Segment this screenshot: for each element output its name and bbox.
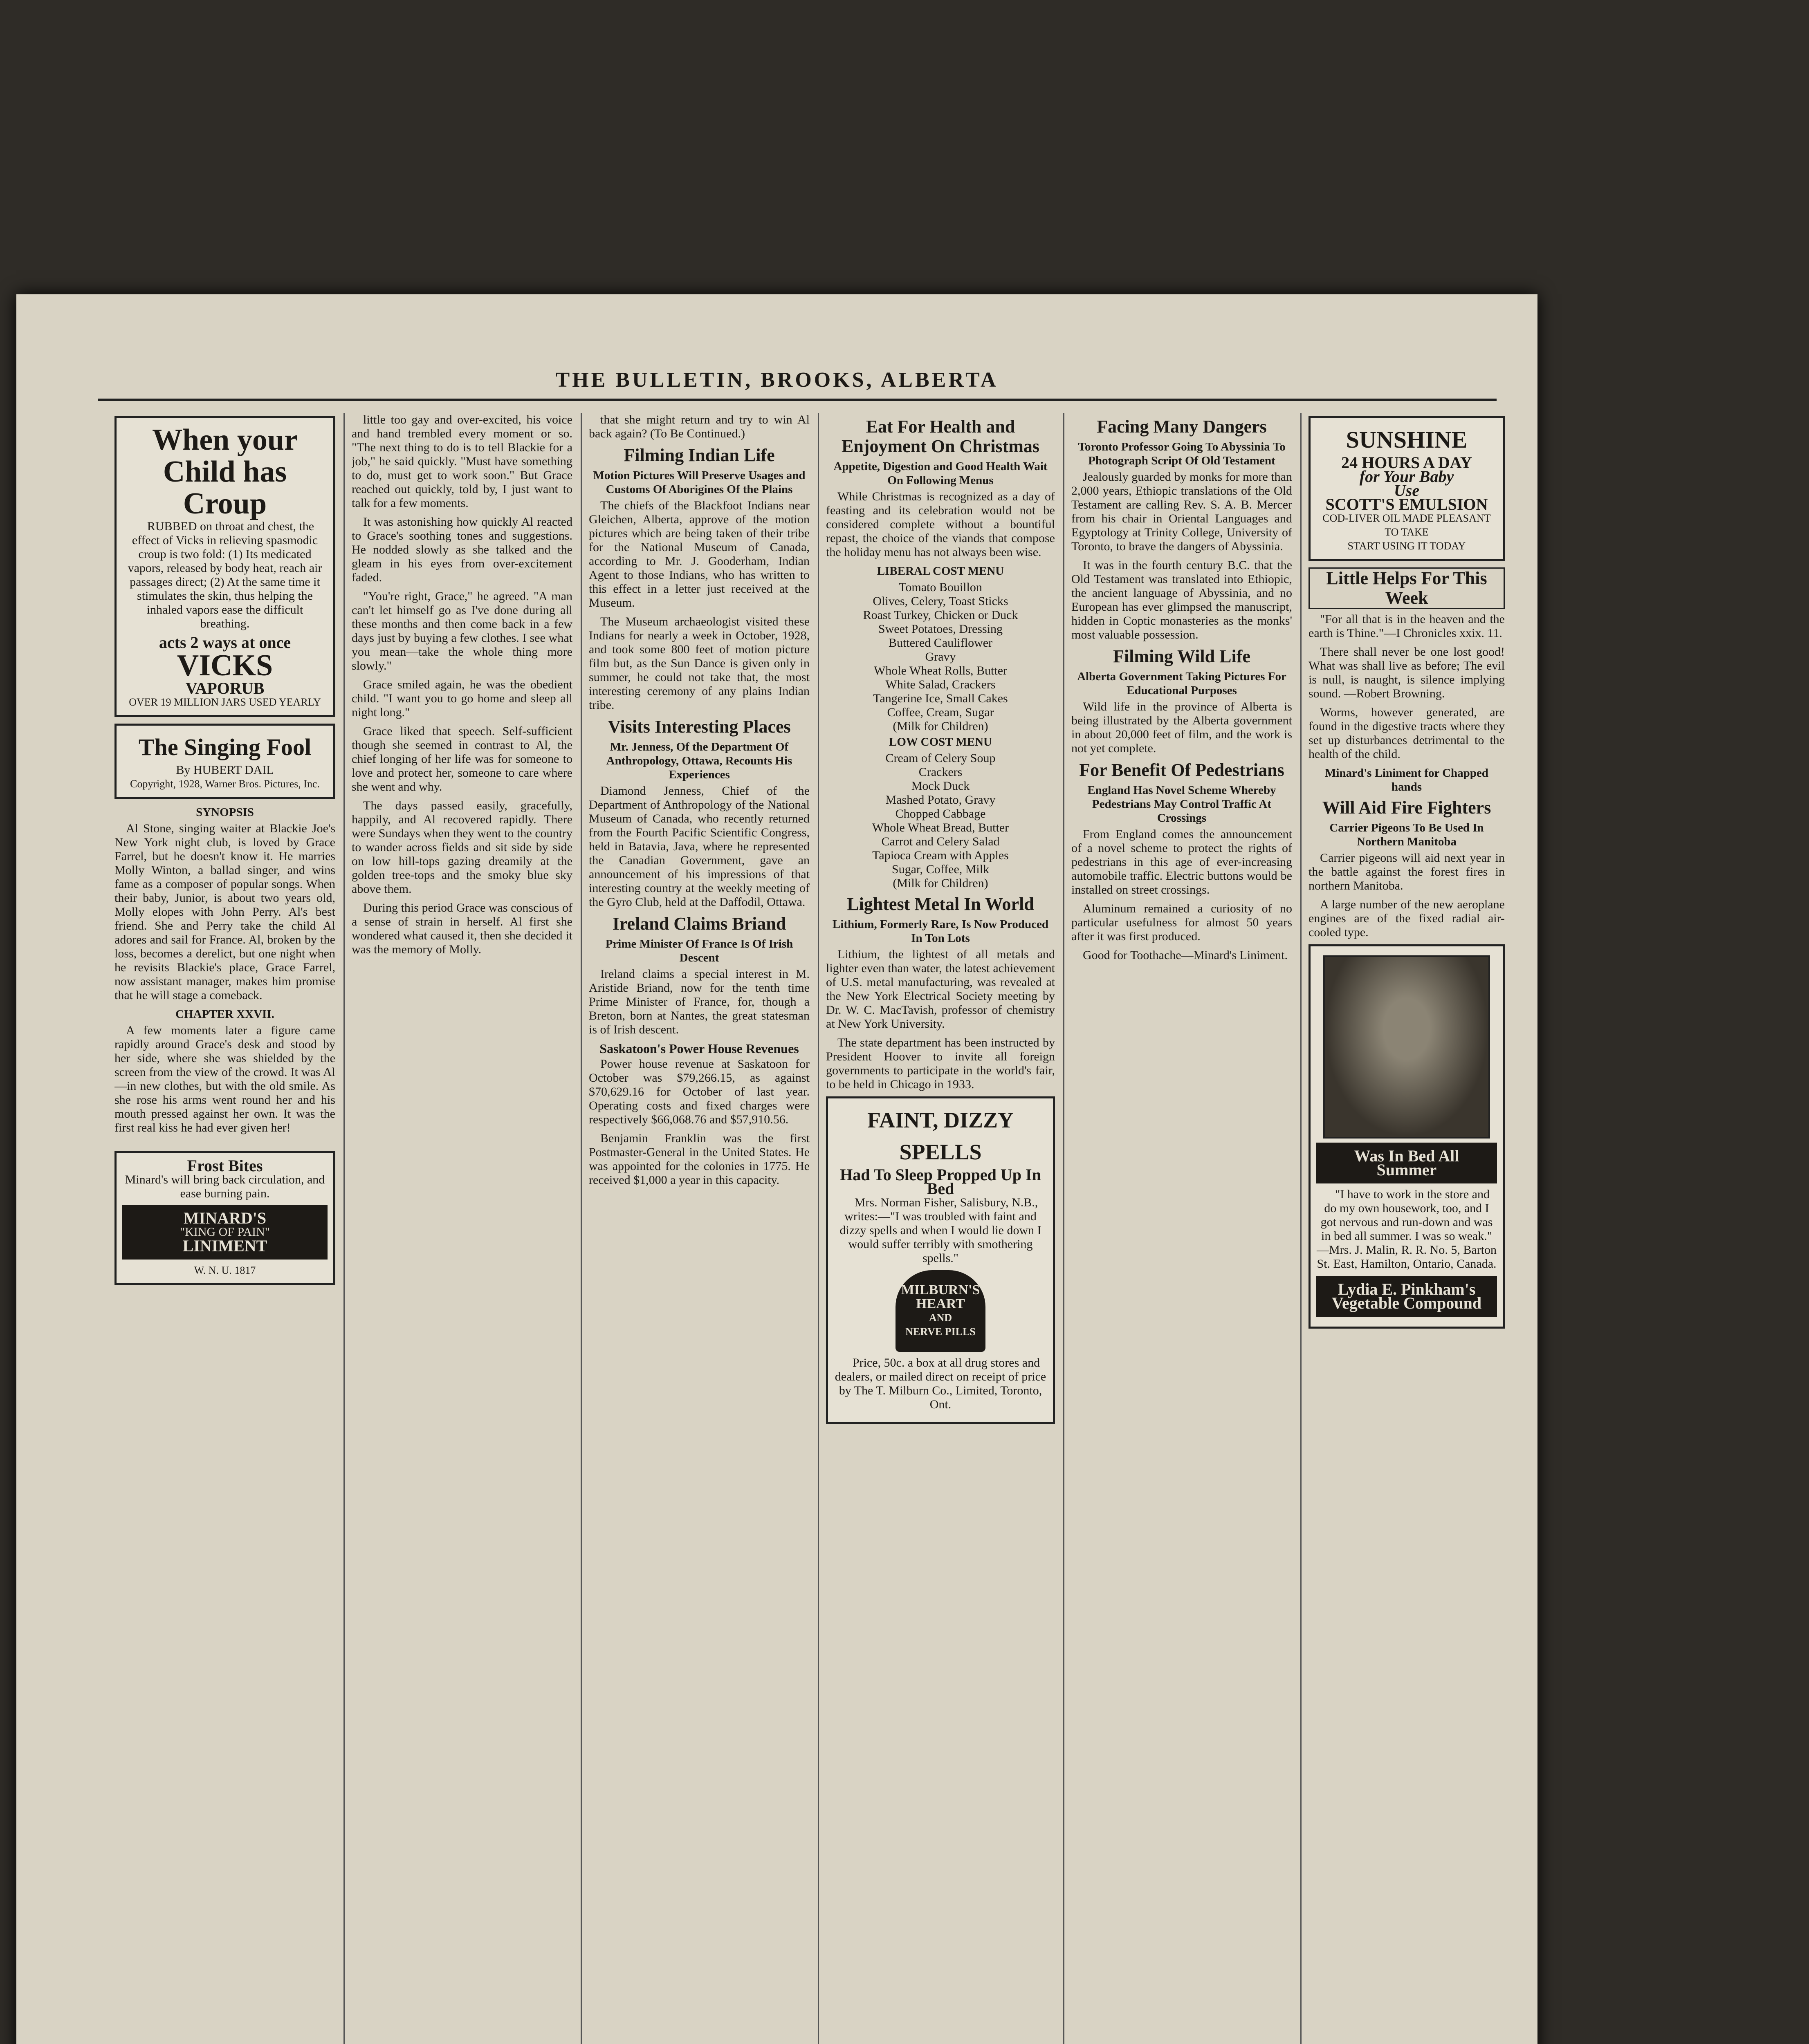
menu-1-heading: LIBERAL COST MENU bbox=[877, 565, 1004, 578]
subhead-wild-life: Alberta Government Taking Pictures For Educational Purposes bbox=[1077, 670, 1286, 697]
vicks-tagline: OVER 19 MILLION JARS USED YEARLY bbox=[129, 696, 321, 708]
column-3 bbox=[589, 413, 810, 2044]
synopsis-heading: SYNOPSIS bbox=[196, 806, 254, 819]
chapter-heading: CHAPTER XXVII. bbox=[175, 1008, 274, 1021]
headline-visits: Visits Interesting Places bbox=[608, 717, 791, 737]
headline-dangers: Facing Many Dangers bbox=[1097, 417, 1267, 437]
synopsis-text: Al Stone, singing waiter at Blackie Joe's New York night club, is loved by Grace Farrel, but he doesn't know it. He marries Molly Winton, a ballad singer, and wins fame as a composer of popular songs. When their baby, Junior, is about two years old, Molly elopes with John Perry. Al's best friend. She and Perry take the child Al adores and sail for France. Al, broken by the loss, becomes a derelict, but one night when he revisits Blackie's place, Grace Farrel, now assistant manager, makes him promise that he will stage a comeback. bbox=[114, 822, 335, 1002]
scotts-brand: SCOTT'S EMULSION bbox=[1325, 495, 1488, 513]
frost-title: Frost Bites bbox=[187, 1156, 263, 1175]
menu-item: Chopped Cabbage bbox=[895, 807, 986, 820]
column-divider bbox=[1063, 413, 1064, 2044]
headline-ireland: Ireland Claims Briand bbox=[612, 914, 786, 934]
article-text: Worms, however generated, are found in the digestive tracts where they set up disturbances detrimental to the health of the child. bbox=[1308, 706, 1505, 761]
article-text: Carrier pigeons will aid next year in the battle against the forest fires in northern Manitoba. bbox=[1308, 851, 1505, 892]
subhead-dangers: Toronto Professor Going To Abyssinia To Photograph Script Of Old Testament bbox=[1078, 440, 1286, 467]
article-text: Ireland claims a special interest in M. Aristide Briand, now for the tenth time Prime Minister of France, for, though a Breton, born at Nantes, the great statesman is of Irish descent. bbox=[589, 967, 810, 1036]
headline-lithium: Lightest Metal In World bbox=[847, 894, 1034, 914]
menu-item: Carrot and Celery Salad bbox=[881, 835, 1000, 848]
headline-pedestrians: For Benefit Of Pedestrians bbox=[1079, 760, 1284, 780]
article-text: Diamond Jenness, Chief of the Department of Anthropology of the National Museum of Canada, who recently returned from the Fourth Pacific Scientific Congress, held in Batavia, Java, where he represented the Canadian Government, gave an announcement of his impressions of that interesting country at the weekly meeting of the Gyro Club, held at the Daffodil, Ottawa. bbox=[589, 784, 810, 909]
article-text: Jealously guarded by monks for more than 2,000 years, Ethiopic translations of the Old Testament are calling Rev. S. A. B. Mercer from his chair in Oriental Languages and Egyptology at Trinity College, University of Toronto, to brave the dangers of Abyssinia. bbox=[1071, 470, 1292, 553]
column-1 bbox=[114, 413, 335, 2044]
story-text-7: During this period Grace was conscious of a sense of strain in herself. Al first she wondered what caused it, then she decided it was the memory of Molly. bbox=[352, 901, 572, 956]
minards-note: Minard's Liniment for Chapped hands bbox=[1325, 766, 1488, 793]
column-divider bbox=[818, 413, 819, 2044]
menu-item: Crackers bbox=[918, 765, 963, 779]
story-copyright: Copyright, 1928, Warner Bros. Pictures, Inc. bbox=[130, 778, 320, 790]
scotts-ad-for: for Your Baby bbox=[1359, 467, 1454, 486]
menu-item: Tomato Bouillon bbox=[899, 580, 982, 594]
menu-item: White Salad, Crackers bbox=[885, 678, 996, 691]
column-5 bbox=[1071, 413, 1292, 2044]
menu-item: Mashed Potato, Gravy bbox=[885, 793, 996, 807]
scotts-ad-title: SUNSHINE bbox=[1346, 426, 1468, 453]
subhead-indian-life: Motion Pictures Will Preserve Usages and Customs Of Aborigines Of the Plains bbox=[593, 469, 806, 496]
scotts-emulsion-ad bbox=[1308, 416, 1505, 561]
running-head: THE BULLETIN, BROOKS, ALBERTA bbox=[555, 368, 999, 392]
column-divider bbox=[1300, 413, 1302, 2044]
milburn-ad-sub: Had To Sleep Propped Up In Bed bbox=[840, 1165, 1041, 1198]
minards-logo bbox=[122, 1205, 328, 1260]
minards-ad bbox=[114, 1151, 335, 1285]
minards-brand-2: LINIMENT bbox=[182, 1237, 267, 1255]
menu-item: Whole Wheat Rolls, Butter bbox=[873, 664, 1008, 677]
headline-little-helps: Little Helps For This Week bbox=[1308, 567, 1505, 609]
menu-item: Whole Wheat Bread, Butter bbox=[872, 821, 1009, 834]
heart-logo-text: AND bbox=[929, 1312, 952, 1324]
menu-1-list bbox=[826, 580, 1055, 733]
menu-item: Buttered Cauliflower bbox=[888, 636, 993, 650]
column-divider bbox=[581, 413, 582, 2044]
headline-fire-fighters: Will Aid Fire Fighters bbox=[1322, 798, 1491, 818]
menu-item: Sweet Potatoes, Dressing bbox=[878, 622, 1003, 636]
vicks-brand: VICKS bbox=[177, 649, 273, 682]
article-text: It was in the fourth century B.C. that the Old Testament was translated into Ethiopic, the ancient language of Abyssinia, and no European has ever glimpsed the manuscript, hidden in Coptic monasteries as the monks' most valuable possession. bbox=[1071, 558, 1292, 641]
heart-logo-text: NERVE PILLS bbox=[905, 1326, 976, 1338]
story-title: The Singing Fool bbox=[138, 734, 312, 760]
menu-item: Gravy bbox=[925, 650, 956, 663]
subhead-ireland: Prime Minister Of France Is Of Irish Descent bbox=[605, 937, 793, 964]
article-text: Aluminum remained a curiosity of no particular usefulness for almost 50 years after it was first produced. bbox=[1071, 902, 1292, 943]
pinkham-ad-head: Was In Bed All Summer bbox=[1316, 1143, 1497, 1183]
pinkham-ad bbox=[1308, 944, 1505, 1329]
article-text: The chiefs of the Blackfoot Indians near Gleichen, Alberta, approve of the motion pictures which are being taken of their tribe for the National Museum of Canada, according to Mr. J. Gooderham, Indian Agent to those Indians, who has written to this effect in a letter just received at the Museum. bbox=[589, 499, 810, 610]
subhead-lithium: Lithium, Formerly Rare, Is Now Produced In Ton Lots bbox=[832, 918, 1049, 945]
article-text: The Museum archaeologist visited these Indians for nearly a week in October, 1928, and took some 800 feet of motion picture film but, as the Sun Dance is given only in summer, he could not take that, the most interesting ceremony of any plains Indian tribe. bbox=[589, 615, 810, 712]
story-text-3: "You're right, Grace," he agreed. "A man can't let himself go as I've done during all these months and then come back in a few days just by buying a few clothes. I see what you mean—take the whole thing more slowly." bbox=[352, 589, 572, 672]
head-rule bbox=[98, 399, 1497, 401]
chapter-text: A few moments later a figure came rapidly around Grace's desk and stood by her side, where she was shielded by the screen from the view of the crowd. It was Al—in new clothes, but with the old smile. As she rose his arms went round her and his mouth pressed against her own. It was the first real kiss he had ever given her! bbox=[114, 1024, 335, 1134]
menu-item: Cream of Celery Soup bbox=[885, 751, 996, 765]
column-2 bbox=[352, 413, 572, 2044]
menu-item: (Milk for Children) bbox=[893, 719, 988, 733]
story-text-6: The days passed easily, gracefully, happily, and Al recovered rapidly. There were Sundays when they went to the country to wander across fields and sit side by side on low hill-tops gazing dreamily at the golden tree-tops and the smoky blue sky above them. bbox=[352, 799, 572, 896]
menu-item: (Milk for Children) bbox=[893, 876, 988, 890]
article-text: The state department has been instructed by President Hoover to invite all foreign governments to participate in the world's fair, to be held in Chicago in 1933. bbox=[826, 1036, 1055, 1091]
article-text: Benjamin Franklin was the first Postmaster-General in the United States. He was appointed for the colonies in 1775. He received $1,000 a year in this capacity. bbox=[589, 1132, 810, 1187]
minards-brand: MINARD'S bbox=[183, 1209, 267, 1227]
article-text: "For all that is in the heaven and the earth is Thine."—I Chronicles xxix. 11. bbox=[1308, 612, 1505, 640]
menu-2-list bbox=[826, 751, 1055, 890]
headline-wild-life: Filming Wild Life bbox=[1113, 646, 1250, 666]
frost-text: Minard's will bring back circulation, and ease burning pain. bbox=[125, 1173, 325, 1200]
milburn-ad-text: Mrs. Norman Fisher, Salisbury, N.B., writes:—"I was troubled with faint and dizzy spells and when I would lie down I would suffer terribly with smothering spells." bbox=[839, 1196, 1041, 1265]
milburn-ad-foot: Price, 50c. a box at all drug stores and dealers, or mailed direct on receipt of price by The T. Milburn Co., Limited, Toronto, Ont. bbox=[835, 1356, 1046, 1411]
subhead-pedestrians: England Has Novel Scheme Whereby Pedestrians May Control Traffic At Crossings bbox=[1087, 784, 1276, 825]
story-end: that she might return and try to win Al back again? (To Be Continued.) bbox=[589, 413, 810, 440]
menu-item: Coffee, Cream, Sugar bbox=[887, 706, 994, 719]
story-byline: By HUBERT DAIL bbox=[176, 763, 274, 777]
column-6 bbox=[1308, 413, 1505, 2044]
pinkham-brand: Lydia E. Pinkham's Vegetable Compound bbox=[1316, 1276, 1497, 1317]
minards-slogan: "KING OF PAIN" bbox=[180, 1225, 270, 1239]
article-text: Wild life in the province of Alberta is being illustrated by the Alberta government in about 20,000 feet of film, and the work is not yet complete. bbox=[1071, 700, 1292, 755]
scotts-start: START USING IT TODAY bbox=[1347, 540, 1466, 552]
story-text-2: It was astonishing how quickly Al reacted to Grace's soothing tones and suggestions. He nodded slowly as she talked and the gleam in his eyes from over-excitement faded. bbox=[352, 515, 572, 584]
scotts-ad-use: Use bbox=[1394, 481, 1420, 500]
milburn-ad-head: FAINT, DIZZY SPELLS bbox=[867, 1108, 1014, 1164]
woman-portrait-image bbox=[1323, 955, 1490, 1139]
pinkham-ad-text: "I have to work in the store and do my own housework, too, and I got nervous and run-down and was in bed all summer. I was so weak." —Mrs. J. Malin, R. R. No. 5, Barton St. East, Hamilton, Ontario, Canada. bbox=[1316, 1188, 1497, 1271]
menu-item: Mock Duck bbox=[911, 779, 970, 793]
subhead-fire-fighters: Carrier Pigeons To Be Used In Northern Manitoba bbox=[1329, 821, 1484, 848]
vicks-ad-title: When your Child has Croup bbox=[152, 423, 298, 520]
menu-item: Tapioca Cream with Apples bbox=[872, 849, 1009, 862]
heart-logo-text: MILBURN'S bbox=[901, 1282, 980, 1298]
menu-item: Tangerine Ice, Small Cakes bbox=[873, 692, 1008, 705]
milburn-ad bbox=[826, 1096, 1055, 1424]
column-divider bbox=[343, 413, 345, 2044]
serial-story-box bbox=[114, 724, 335, 799]
menu-item: Roast Turkey, Chicken or Duck bbox=[863, 608, 1018, 622]
article-text: Lithium, the lightest of all metals and lighter even than water, the latest achievement of U.S. metal manufacturing, was revealed at the New York Electrical Society meeting by Dr. W. C. MacTavish, professor of chemistry at New York University. bbox=[826, 948, 1055, 1031]
article-text: While Christmas is recognized as a day of feasting and its celebration would not be considered complete without a bountiful repast, the choice of the viands that compose the holiday menu has not always been wise. bbox=[826, 490, 1055, 559]
vicks-ad bbox=[114, 416, 335, 717]
subhead-christmas: Appetite, Digestion and Good Health Wait On Following Menus bbox=[833, 460, 1048, 487]
vicks-brand-sub: VAPORUB bbox=[185, 679, 265, 697]
vicks-ad-acts: acts 2 ways at once bbox=[159, 633, 291, 652]
subhead-visits: Mr. Jenness, Of the Department Of Anthropology, Ottawa, Recounts His Experiences bbox=[606, 740, 792, 781]
story-text-4: Grace smiled again, he was the obedient child. "I want you to go home and sleep all night long." bbox=[352, 678, 572, 719]
article-text: From England comes the announcement of a novel scheme to protect the rights of pedestrians in this age of ever-increasing automobile traffic. Electric buttons would be installed on street crossings. bbox=[1071, 827, 1292, 896]
vicks-ad-body: RUBBED on throat and chest, the effect of Vicks in relieving spasmodic croup is two fold: (1) Its medicated vapors, released by body heat, reach air passages direct; (2) At the same time it stimulates the skin, thus helping the inhaled vapors ease the difficult breathing. bbox=[128, 520, 322, 630]
headline-saskatoon: Saskatoon's Power House Revenues bbox=[599, 1041, 799, 1056]
article-text: Power house revenue at Saskatoon for October was $79,266.15, as against $70,629.16 for October of last year. Operating costs and fixed charges were respectively $66,068.76 and $57,910.56. bbox=[589, 1057, 810, 1126]
menu-item: Sugar, Coffee, Milk bbox=[891, 863, 990, 876]
minards-note: Good for Toothache—Minard's Liniment. bbox=[1083, 948, 1288, 962]
headline-christmas: Eat For Health and Enjoyment On Christmas bbox=[841, 417, 1040, 456]
menu-item: Olives, Celery, Toast Sticks bbox=[873, 594, 1008, 608]
wnu-number: W. N. U. 1817 bbox=[194, 1264, 256, 1276]
story-text-1: little too gay and over-excited, his voice and hand trembled every moment or so. "The next thing to do is to tell Blackie for a job," he said quickly. "Must have something to do, must get to work soon." But Grace reached out quickly, told by, I just want to talk for a few moments. bbox=[352, 413, 572, 510]
story-text-5: Grace liked that speech. Self-sufficient though she seemed in contrast to Al, the chief longing of her life was for someone to love and protect her, someone to care where she went and why. bbox=[352, 724, 572, 793]
scotts-ad-hours: 24 HOURS A DAY bbox=[1341, 453, 1472, 472]
menu-2-heading: LOW COST MENU bbox=[889, 735, 992, 749]
article-text: A large number of the new aeroplane engines are of the fixed radial air-cooled type. bbox=[1308, 898, 1505, 939]
newspaper-page bbox=[16, 294, 1537, 2044]
column-4 bbox=[826, 413, 1055, 2044]
heart-logo-text: HEART bbox=[916, 1296, 965, 1311]
heart-logo-icon bbox=[896, 1270, 985, 1352]
scotts-tagline: COD-LIVER OIL MADE PLEASANT TO TAKE bbox=[1322, 512, 1491, 538]
headline-indian-life: Filming Indian Life bbox=[624, 445, 775, 465]
article-text: There shall never be one lost good! What was shall live as before; The evil is null, is naught, is silence implying sound. —Robert Browning. bbox=[1308, 645, 1505, 700]
